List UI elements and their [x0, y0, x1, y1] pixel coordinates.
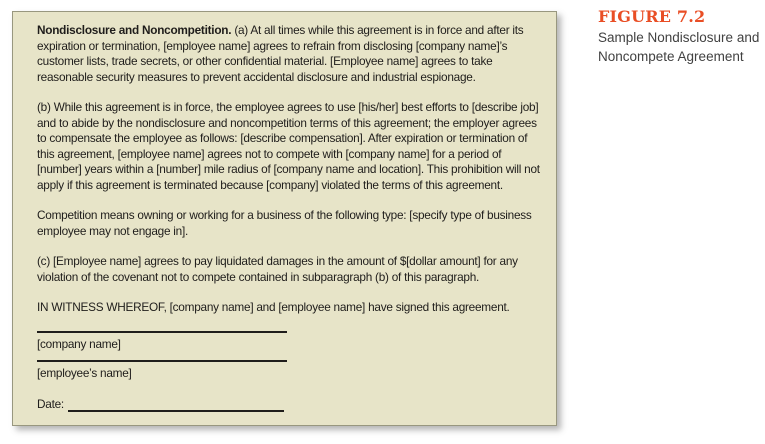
agreement-paragraph-a-text: (a) At all times while this agreement is in force and after its expiration or termination, [employee name] agrees to refrain from disclosing [company name]’s customer lists, trade secrets, or other confidential material. [Employee name] agrees to take reasonable security measures to prevent accidental disclosure and industrial espionage.	[37, 23, 524, 84]
date-signature-line	[68, 402, 284, 412]
agreement-witness-clause: IN WITNESS WHEREOF, [company name] and [employee name] have signed this agreement.	[37, 300, 510, 314]
figure-caption: Sample Nondisclosure and Noncompete Agreement	[598, 30, 760, 64]
agreement-panel	[12, 11, 557, 426]
agreement-heading: Nondisclosure and Noncompetition.	[37, 23, 232, 37]
company-signature-line	[37, 331, 287, 333]
employee-name-label: [employee’s name]	[37, 366, 132, 380]
agreement-paragraph-c: (c) [Employee name] agrees to pay liquidated damages in the amount of $[dollar amount] for any violation of the covenant not to compete contained in subparagraph (b) of this paragraph.	[37, 254, 518, 284]
company-name-label: [company name]	[37, 336, 121, 351]
agreement-paragraph-competition: Competition means owning or working for a business of the following type: [specify type of business employee may not engage in].	[37, 208, 532, 238]
agreement-paragraph-b: (b) While this agreement is in force, the employee agrees to use [his/her] best efforts to [describe job] and to abide by the nondisclosure and noncompetition terms of this agreement; the employer agrees to compensate the employee as follows: [describe compensation]. After expiration or termination of this agreement, [employee name] agrees not to compete with [company name] for a period of [number] years within a [number] mile radius of [company name and location]. This prohibition will not apply if this agreement is terminated because [company] violated the terms of this agreement.	[37, 100, 540, 192]
agreement-paragraph-a	[37, 23, 542, 85]
date-row	[37, 397, 542, 413]
date-label: Date:	[37, 396, 64, 411]
figure-label: FIGURE 7.2	[598, 7, 706, 26]
employee-signature-line	[37, 360, 287, 362]
